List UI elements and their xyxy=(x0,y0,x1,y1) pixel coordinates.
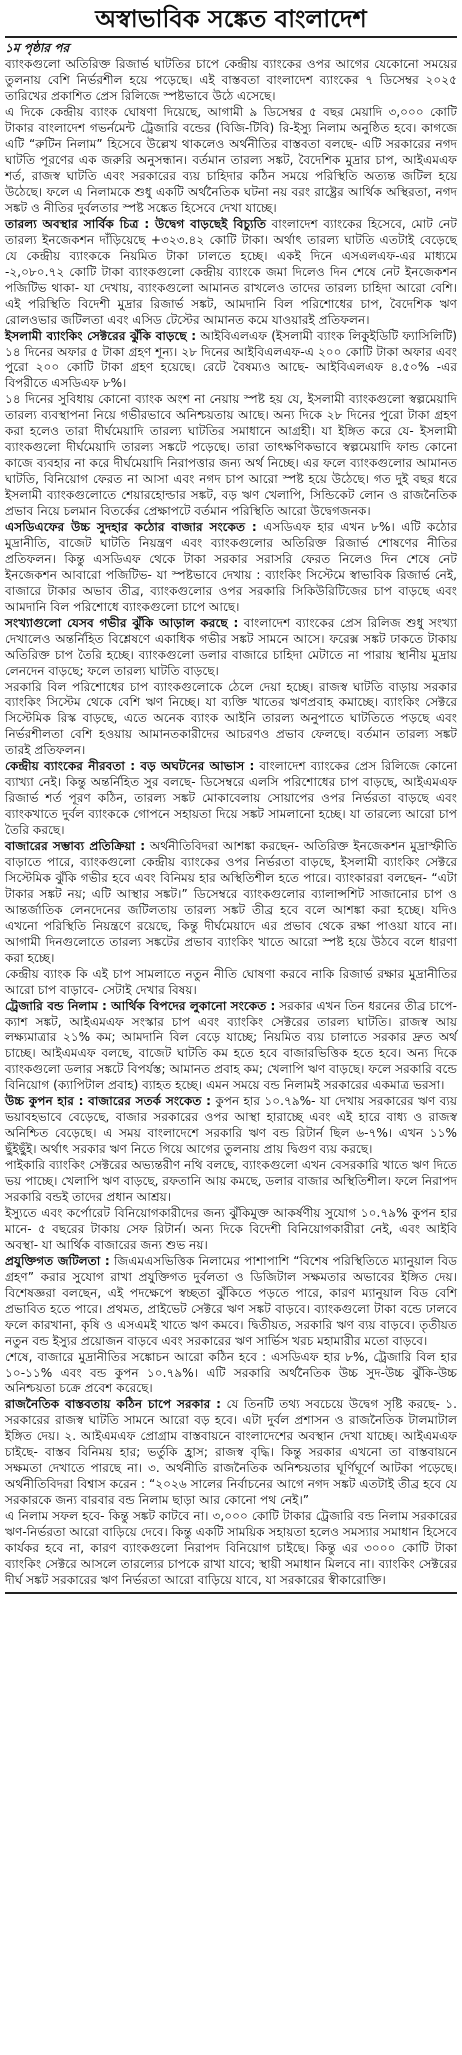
article-headline: অস্বাভাবিক সঙ্কেত বাংলাদেশ xyxy=(5,4,457,38)
article-paragraph xyxy=(5,329,457,393)
paragraph-text: ইস্যুতে এবং কর্পোরেট বিনিয়োগকারীদের জন্য ঝুঁকিমুক্ত আকর্ষণীয় সুযোগ ১০.৭৯% কুপন হার মানে- ৫ বছরের টাকায় সেফ রিটার্ন। অন্য দিকে বিদেশী বিনিয়োগকারীরা নেই, এবং আইবি অবস্থা- যা আর্থিক বাজারের জন্য শুভ নয়। xyxy=(5,1205,457,1252)
paragraph-subheading: এসডিএফের উচ্চ সুদহার কঠোর বাজার সংকেত : xyxy=(5,519,257,534)
paragraph-subheading: কেন্দ্রীয় ব্যাংকের নীরবতা : বড় অঘটনের আভাস : xyxy=(5,759,255,774)
paragraph-text: ব্যাংকগুলো অতিরিক্ত রিজার্ভ ঘাটতির চাপে কেন্দ্রীয় ব্যাংকের ওপর আগের যেকোনো সময়ের তুলনায় বেশি নির্ভরশীল হয়ে পড়েছে। এই বাস্তবতা বাংলাদেশ ব্যাংকের ৭ ডিসেম্বর ২০২৫ তারিখের প্রকাশিত প্রেস রিলিজে স্পষ্টভাবে উঠে এসেছে। xyxy=(5,57,457,104)
paragraph-list xyxy=(5,57,457,1589)
article-paragraph xyxy=(5,967,457,999)
paragraph-text: এ দিকে কেন্দ্রীয় ব্যাংক ঘোষণা দিয়েছে, আগামী ৯ ডিসেম্বর ৫ বছর মেয়াদি ৩,০০০ কোটি টাকার বাংলাদেশ গভর্নমেন্ট ট্রেজারি বন্ডের (বিজি-টিবি) রি-ইস্যু নিলাম অনুষ্ঠিত হবে। কাগজে এটি “রুটিন নিলাম” হিসেবে উল্লেখ থাকলেও অর্থনীতির বাস্তবতা বলছে- এটি সরকারের নগদ ঘাটতি পূরণের এক জরুরি অনুসন্ধান। বর্তমান তারল্য সঙ্কট, বৈদেশিক মুদ্রার চাপ, আইএমএফ শর্ত, রাজস্ব ঘাটতি এবং সরকারের ব্যয় চাহিদার কঠিন সময়ে পরিস্থিতি অত্যন্ত জটিল হয়ে উঠেছে। ফলে এ নিলামকে শুধু একটি অর্থনৈতিক ঘটনা নয় বরং রাষ্ট্রের আর্থিক অস্থিরতা, নগদ সঙ্কট ও নীতির দুর্বলতার স্পষ্ট সঙ্কেত হিসেবে দেখা যাচ্ছে। xyxy=(5,105,457,215)
article-paragraph xyxy=(5,57,457,105)
paragraph-text: জিএমএসভিত্তিক নিলামের পাশাপাশি “বিশেষ পরিস্থিতিতে ম্যানুয়াল বিড গ্রহণ” করার সুযোগ রাখা প্রযুক্তিগত দুর্বলতা ও ডিজিটাল সক্ষমতার অভাবের ইঙ্গিত দেয়। বিশেষজ্ঞরা বলছেন, এই পদক্ষেপে স্বচ্ছতা ঝুঁকিতে পড়তে পারে, কারণ ম্যানুয়াল বিড বেশি প্রভাবিত হতে পারে। প্রথমত, প্রাইভেট সেক্টরে ঋণ সঙ্কট বাড়বে। ব্যাংকগুলো টাকা বন্ডে ঢালবে ফলে কারখানা, কৃষি ও এসএমই খাতে ঋণ কমবে। দ্বিতীয়ত, সরকারি ঋণ ব্যয় বাড়বে। তৃতীয়ত নতুন বন্ড ইস্যুর প্রয়োজন বাড়বে এবং সরকারের ঋণ সার্ভিস খরচ মহামারীর মতো বাড়বে। xyxy=(5,1253,457,1348)
continued-from-label: ১ম পৃষ্ঠার পর xyxy=(5,41,70,56)
article-paragraph xyxy=(5,680,457,760)
paragraph-subheading: বাজারের সম্ভাব্য প্রতিক্রিয়া : xyxy=(5,839,146,854)
article-paragraph xyxy=(5,105,457,217)
paragraph-subheading: প্রযুক্তিগত জটিলতা : xyxy=(5,1253,110,1268)
article-paragraph xyxy=(5,1254,457,1350)
article-paragraph xyxy=(5,217,457,329)
article-paragraph xyxy=(5,1509,457,1589)
article-paragraph xyxy=(5,1158,457,1206)
paragraph-text: পাইকারি ব্যাংকিং সেক্টরের অভ্যন্তরীণ নথি বলছে, ব্যাংকগুলো এখন বেসরকারি খাতে ঋণ দিতে ভয় পাচ্ছে। খেলাপি ঋণ বাড়ছে, রফতানি আয় কমছে, ডলার বাজার অস্থিতিশীল। ফলে নিরাপদ সরকারি বন্ডই তাদের প্রধান আশ্রয়। xyxy=(5,1158,457,1205)
paragraph-subheading: ট্রেজারি বন্ড নিলাম : আর্থিক বিপদের লুকানো সংকেত : xyxy=(5,998,276,1013)
article-paragraph xyxy=(5,839,457,967)
paragraph-text: যে তিনটি তথ্য সবচেয়ে উদ্বেগ সৃষ্টি করছে- ১. সরকারের রাজস্ব ঘাটতি সামনে আরো বড় হবে। এটা দুর্বল প্রশাসন ও রাজনৈতিক টালমাটাল ইঙ্গিত দেয়। ২. আইএমএফ প্রোগ্রাম বাস্তবায়নে বাংলাদেশের অবস্থান দেখা যাচ্ছে। আইএমএফ চাইছে- বাস্তব বিনিময় হার; ভর্তুকি হ্রাস; রাজস্ব বৃদ্ধি। কিন্তু সরকার এখনো তা বাস্তবায়নে সক্ষমতা দেখাতে পারছে না। ৩. অর্থনীতি রাজনৈতিক অনিশ্চয়তার ঘূর্ণিঘূর্ণে আটকা পড়েছে। অর্থনীতিবিদরা বিশ্বাস করেন : “২০২৬ সালের নির্বাচনের আগে নগদ সঙ্কট এতটাই তীব্র হবে যে সরকারকে জন্য বারবার বন্ড নিলাম ছাড়া আর কোনো পথ নেই।” xyxy=(5,1397,457,1508)
paragraph-text: আইবিএলএফ (ইসলামী ব্যাংক লিকুইডিটি ফ্যাসিলিটি) ১৪ দিনের অফার ৫ টাকা গ্রহণ শূন্য। ২৮ দিনের আইবিএলএফ-এ ২০০ কোটি টাকা অফার এবং পুরো ২০০ কোটি টাকা গ্রহণ হয়েছে। রেটে বৈষম্যও আছে- আইবিএলএফ ৪.৫০% -এর বিপরীতে এসডিএফ ৮%। xyxy=(5,328,457,391)
paragraph-text: এসডিএফ হার এখন ৮%। এটি কঠোর মুদ্রানীতি, বাজেট ঘাটতি নিয়ন্ত্রণ এবং ব্যাংকগুলোর অতিরিক্ত রিজার্ভ শোষণের নীতির প্রতিফলন। কিন্তু এসডিএফ থেকে টাকা সরকার সরাসরি ফেরত নিলেও দিন শেষে নেট ইনজেকশন আবারো পজিটিভ- যা স্পষ্টভাবে দেখায় : ব্যাংকিং সিস্টেমে স্বাভাবিক রিজার্ভ নেই, বাজারে টাকার অভাব তীব্র, ব্যাংকগুলোর ওপর সরকারি সিকিউরিটিজের চাপ বাড়ছে এবং আমদানি বিল পরিশোধে ব্যাংকগুলো চাপে আছে। xyxy=(5,519,457,614)
article-paragraph xyxy=(5,1397,457,1509)
article-paragraph xyxy=(5,1094,457,1158)
article-paragraph xyxy=(5,520,457,616)
paragraph-text: কেন্দ্রীয় ব্যাংক কি এই চাপ সামলাতে নতুন নীতি ঘোষণা করবে নাকি রিজার্ভ রক্ষার মুদ্রানীতির আরো চাপ বাড়াবে- সেটাই দেখার বিষয়। xyxy=(5,966,457,997)
paragraph-text: বাংলাদেশ ব্যাংকের প্রেস রিলিজ শুধু সংখ্যা দেখালেও অন্তর্নিহিত বিশ্লেষণে একাধিক গভীর সঙ্কট সামনে আসে। ফরেক্স সঙ্কট ঢাকতে টাকায় অতিরিক্ত চাপ তৈরি হচ্ছে। ব্যাংকগুলো ডলার বাজারে চাহিদা মেটাতে না পারায় স্থানীয় মুদ্রায় লেনদেন বাড়ছে; ফলে তারল্য ঘাটতি বাড়ছে। xyxy=(5,615,457,678)
article-body xyxy=(5,41,457,1588)
paragraph-subheading: ইসলামী ব্যাংকিং সেক্টরের ঝুঁকি বাড়ছে : xyxy=(5,328,197,343)
article-paragraph xyxy=(5,1206,457,1254)
article-paragraph xyxy=(5,392,457,520)
article-paragraph xyxy=(5,759,457,839)
paragraph-text: সরকার এখন তিন ধরনের তীব্র চাপে- ক্যাশ সঙ্কট, আইএমএফ সংস্কার চাপ এবং ব্যাংকিং সেক্টরের তারল্য ঘাটতি। রাজস্ব আয় লক্ষ্যমাত্রার ২১% কম; আমদানি বিল বেড়ে যাচ্ছে; নিয়মিত ব্যয় চালাতে সরকার দ্রুত অর্থ চাচ্ছে। আইএমএফ বলছে, বাজেট ঘাটতি কম হতে হবে বাজারভিত্তিক হতে হবে। অন্য দিকে ব্যাংকগুলো ডলার সঙ্কটে বিপর্যস্ত; আমানত প্রবাহ কম; খেলাপি ঋণ বাড়ছে। ফলে সরকারি বন্ডে বিনিয়োগ (ক্যাপিটাল প্রবাহ) ব্যাহত হচ্ছে। এমন সময়ে বন্ড নিলামই সরকারের একমাত্র ভরসা। xyxy=(5,998,457,1093)
paragraph-text: বাংলাদেশ ব্যাংকের হিসেবে, মোট নেট তারল্য ইনজেকশন দাঁড়িয়েছে +৩২৩.৪২ কোটি টাকা। অর্থাৎ তারল্য ঘাটতি এতটাই বেড়েছে যে কেন্দ্রীয় ব্যাংককে নিয়মিত টাকা ঢালতে হচ্ছে। একই দিনে এসএলএফ-এর মাধ্যমে -২,০৮০.৭২ কোটি টাকা ব্যাংকগুলো কেন্দ্রীয় ব্যাংকে জমা দিলেও দিন শেষে নেট ইনজেকশন পজিটিভ থাকা- যা দেখায়, ব্যাংকগুলো আমানত রাখলেও তাদের তারল্য চাহিদা আরো বেশি। এই পরিস্থিতি বিদেশী মুদ্রার রিজার্ভ সঙ্কট, আমদানি বিল পরিশোধের চাপ, বৈদেশিক ঋণ রোলওভার জটিলতা এবং এসিড টেস্টের আমানত কমে যাওয়ারই প্রতিফলন। xyxy=(5,216,457,327)
paragraph-subheading: তারল্য অবস্থার সার্বিক চিত্র : উদ্বেগ বাড়ছেই বিচ্যুতি xyxy=(5,216,267,231)
paragraph-text: এ নিলাম সফল হবে- কিন্তু সঙ্কট কাটবে না। ৩,০০০ কোটি টাকার ট্রেজারি বন্ড নিলাম সরকারের ঋণ-নির্ভরতা আরো বাড়িয়ে দেবে। কিন্তু একটি সাময়িক সহায়তা হলেও সমস্যার সমাধান হিসেবে কার্যকর হবে না, কারণ ব্যাংকগুলো নিরাপদ বিনিয়োগ চাইছে। কিন্তু এর ৩০০০ কোটি টাকা ব্যাংকিং সেক্টরে আসলে তারল্যের চাপকে রাখা যাবে; স্থায়ী সমাধান মিলবে না। ব্যাংকিং সেক্টরের দীর্ঘ সঙ্কট সরকারের ঋণ নির্ভরতা আরো বাড়িয়ে যাবে, যা সরকারের স্বীকারোক্তি। xyxy=(5,1509,457,1587)
paragraph-text: শেষে, বাজারে মুদ্রানীতির সঙ্কোচন আরো কঠিন হবে : এসডিএফ হার ৮%, ট্রেজারি বিল হার ১০-১১% এবং বন্ড কুপন ১০.৭৯%। এটি সরকারি অর্থনৈতিক উচ্চ সুদ-উচ্চ ঝুঁকি-উচ্চ অনিশ্চয়তা চক্রে প্রবেশ করেছে। xyxy=(5,1349,457,1396)
article-paragraph xyxy=(5,999,457,1095)
paragraph-text: কুপন হার ১০.৭৯%- যা দেখায় সরকারের ঋণ ব্যয় ভয়াবহভাবে বেড়েছে, বাজার সরকারের ওপর আস্থা হারাচ্ছে এবং এই হারে বাধ্য ও রাজস্ব অনিশ্চিত বেড়েছে। এ সময় বাংলাদেশে সরকারি ঋণ বন্ড রিটার্ন ছিল ৬-৭%। এখন ১১% ছুঁইছুঁই। অর্থাৎ সরকার ঋণ নিতে গিয়ে আগের তুলনায় প্রায় দ্বিগুণ ব্যয় করছে। xyxy=(5,1094,457,1157)
paragraph-text: ১৪ দিনের সুবিধায় কোনো ব্যাংক অংশ না নেয়ায় স্পষ্ট হয় যে, ইসলামী ব্যাংকগুলো স্বল্পমেয়াদি তারল্য ব্যবস্থাপনা নিয়ে গভীরভাবে অনিশ্চয়তায় আছে। অন্য দিকে ২৮ দিনের পুরো টাকা গ্রহণ করা হলেও তারা দীর্ঘমেয়াদি তারল্য ঘাটতির সমাধানে আগ্রহী। যা ইঙ্গিত করে যে- ইসলামী ব্যাংকগুলো দীর্ঘমেয়াদি তারল্য সঙ্কটে পড়েছে। তারা তাৎক্ষণিকভাবে স্বল্পমেয়াদি ফান্ড কোনো কাজে ব্যবহার না করে দীর্ঘমেয়াদি নিরাপত্তার জন্য অর্থ নিচ্ছে। এর ফলে ব্যাংকগুলোর আমানত ঘাটতি, বিনিয়োগ ফেরত না আসা এবং নগদ চাপ আরো স্পষ্ট হয়ে উঠেছে। গত দুই বছর ধরে ইসলামী ব্যাংকগুলোতে শেয়ারহোল্ডার সঙ্কট, বড় ঋণ খেলাপি, সিন্ডিকেট লোন ও রাজনৈতিক প্রভাব নিয়ে চলমান বিতর্কের প্রেক্ষাপটে বর্তমান পরিস্থিতি আরো উদ্বেগজনক। xyxy=(5,392,457,519)
paragraph-subheading: রাজনৈতিক বাস্তবতায় কঠিন চাপে সরকার : xyxy=(5,1397,221,1412)
paragraph-text: সরকারি বিল পরিশোধের চাপ ব্যাংকগুলোকে ঠেলে দেয়া হচ্ছে। রাজস্ব ঘাটতি বাড়ায় সরকার ব্যাংকিং সিস্টেম থেকে বেশি ঋণ নিচ্ছে। যা ব্যক্তি খাতের ঋণপ্রবাহ কমাচ্ছে। ব্যাংকিং সেক্টরে সিস্টেমিক রিস্ক বাড়ছে, এতে অনেক ব্যাংক আইনি তারল্য অনুপাতে ঘাটতিতে পড়ছে এবং নির্ভরশীলতা বেশি হওয়ায় আমানতকারীদের আচরণও প্রভাব ফেলছে। বর্তমান তারল্য সঙ্কট তারই প্রতিফলন। xyxy=(5,679,457,758)
bottom-divider xyxy=(5,1592,457,1594)
article-paragraph xyxy=(5,616,457,680)
paragraph-text: অর্থনীতিবিদরা আশঙ্কা করছেন- অতিরিক্ত ইনজেকশন মুদ্রাস্ফীতি বাড়াতে পারে, ব্যাংকগুলো কেন্দ্রীয় ব্যাংকের ওপর নির্ভরতা বাড়ছে, ইসলামী ব্যাংকিং সেক্টরে সিস্টেমিক ঝুঁকি গভীর হবে এবং বিনিময় হার অস্থিতিশীল হতে পারে। ব্যাংকাররা বলছেন- “এটা টাকার সঙ্কট নয়; এটি আস্থার সঙ্কট।” ডিসেম্বরে ব্যাংকগুলোর ব্যালান্সশিট সাজানোর চাপ ও আন্তর্জাতিক লেনদেনের জটিলতায় তারল্য সঙ্কট তীব্র হবে বলে আশঙ্কা করা হচ্ছে। যদিও এখনো পরিস্থিতি নিয়ন্ত্রণে রয়েছে, কিন্তু দীর্ঘমেয়াদে এর প্রভাব থেকে রক্ষা পাওয়া যাবে না। আগামী দিনগুলোতে তারল্য সঙ্কটের প্রভাব ব্যাংকিং খাতে আরো স্পষ্ট হয়ে উঠবে বলে ধারণা করা হচ্ছে। xyxy=(5,839,457,965)
paragraph-subheading: সংখ্যাগুলো যেসব গভীর ঝুঁকি আড়াল করছে : xyxy=(5,615,239,630)
article-paragraph xyxy=(5,1350,457,1398)
paragraph-subheading: উচ্চ কুপন হার : বাজারের সতর্ক সংকেত : xyxy=(5,1094,211,1109)
paragraph-text: বাংলাদেশ ব্যাংকের প্রেস রিলিজে কোনো ব্যাখ্যা নেই। কিন্তু অন্তর্নিহিত সুর বলছে- ডিসেম্বরে এলসি পরিশোধের চাপ বাড়ছে, আইএমএফ রিজার্ভ শর্ত পূরণ কঠিন, তারল্য সঙ্কট মোকাবেলায় সোয়াপের ওপর নির্ভরতা বাড়ছে এবং ব্যাংকখাতে দুর্বল ব্যাংককে গোপনে সহায়তা দিয়ে সঙ্কট সামলানো হচ্ছে। যা তারল্যে আরো চাপ তৈরি করছে। xyxy=(5,759,457,838)
